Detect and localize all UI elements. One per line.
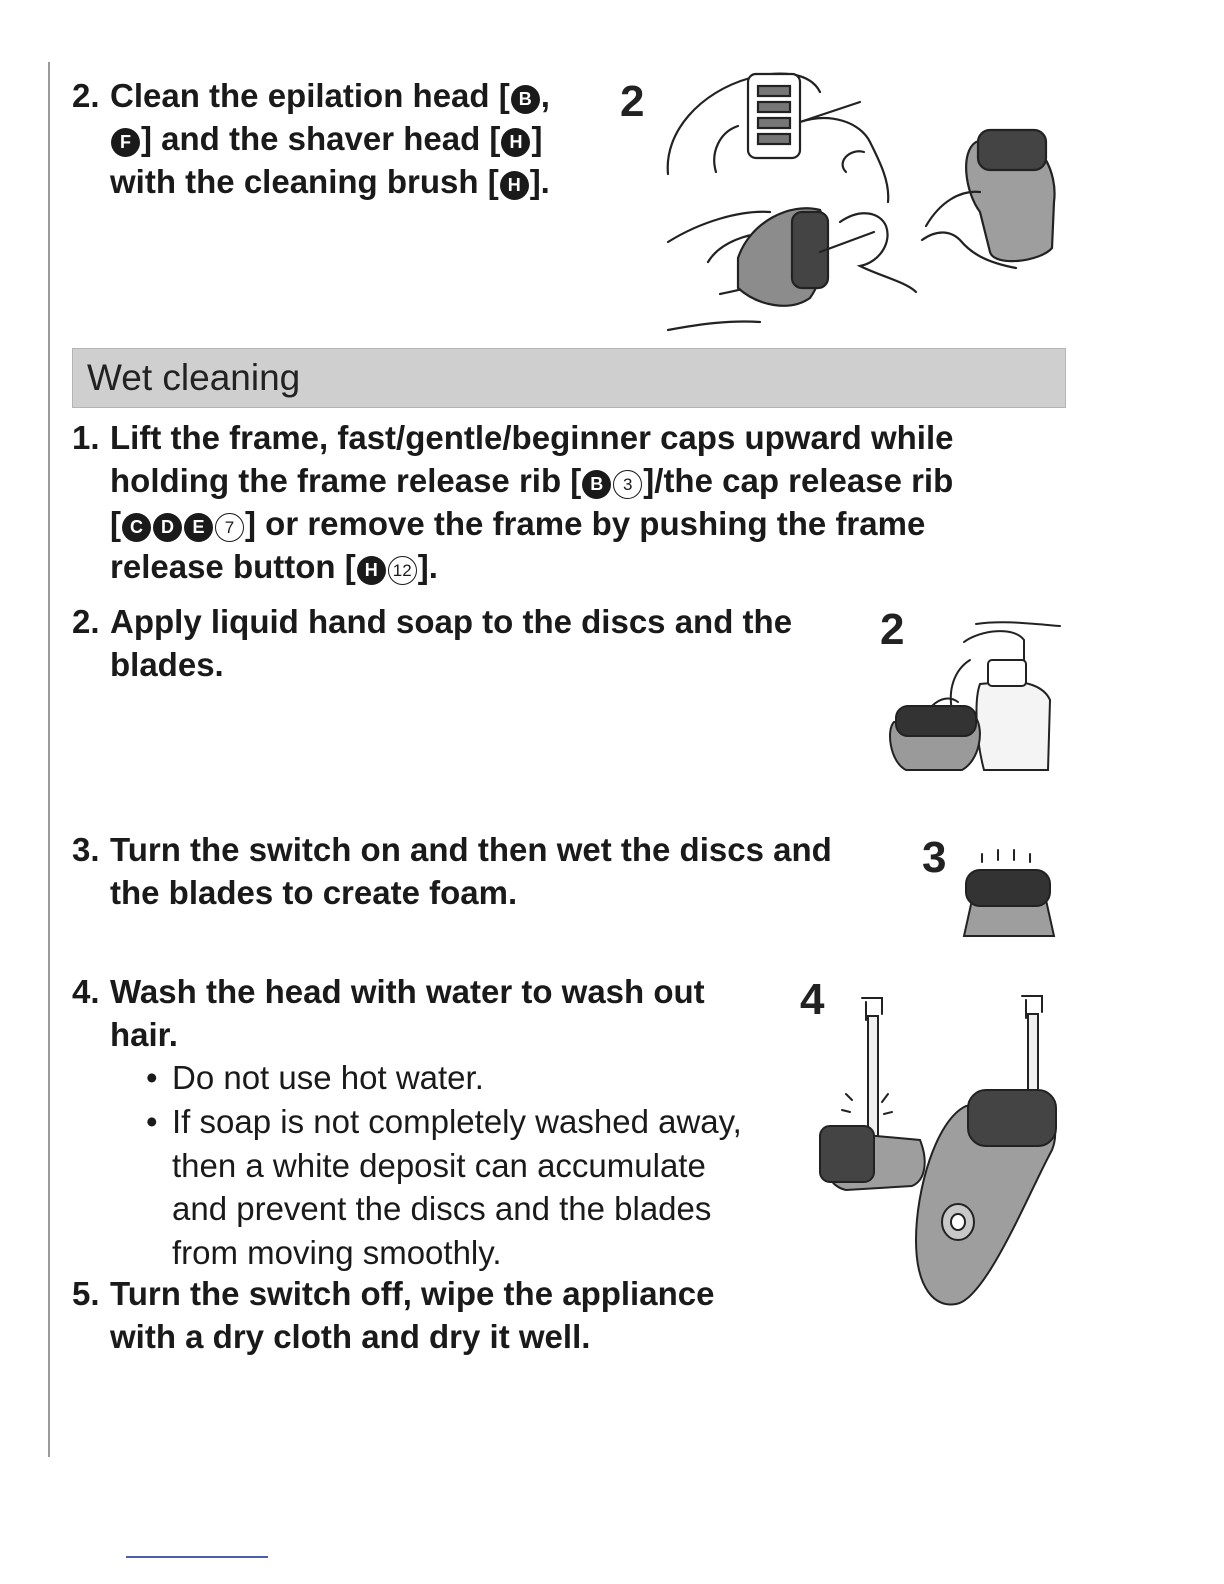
figure-number-2: 2 xyxy=(880,605,905,654)
part-h-badge-2: H xyxy=(500,171,529,200)
step-line-1: Wash the head with water to wash out xyxy=(110,973,705,1010)
step-line-3: [ C D E 7 ] or remove the frame by pushing the frame xyxy=(110,505,926,542)
bullet-text xyxy=(172,1056,484,1100)
step-number: 2. xyxy=(72,603,100,640)
step-line-4: release button [ H 12 ]. xyxy=(110,548,438,585)
wet-step-5 xyxy=(72,1272,792,1362)
step-number: 3. xyxy=(72,831,100,868)
step-line-1: Lift the frame, fast/gentle/beginner caps upward while xyxy=(110,419,954,456)
step-line-1: Turn the switch off, wipe the appliance xyxy=(110,1275,715,1312)
part-h-badge: H xyxy=(501,128,530,157)
bullet-line: Do not use hot water. xyxy=(172,1059,484,1096)
step-line-1: Clean the epilation head [ B , xyxy=(110,77,550,114)
bullet-line: If soap is not completely washed away, xyxy=(172,1103,742,1140)
wet-cleaning-section-header xyxy=(72,348,1066,408)
figure-number-3: 3 xyxy=(922,833,947,882)
bullet-line: then a white deposit can accumulate xyxy=(172,1146,706,1184)
bullet-text xyxy=(172,1100,742,1274)
figure-number-top: 2 xyxy=(620,77,645,126)
figure-number-4: 4 xyxy=(800,975,825,1024)
step-text xyxy=(110,416,1030,588)
bullet-mark: • xyxy=(146,1103,158,1140)
left-margin-rule xyxy=(48,62,50,1457)
part-c-badge: C xyxy=(122,513,151,542)
step-line-2: blades. xyxy=(110,646,224,683)
step-text xyxy=(110,1272,800,1358)
step-line-2: F ] and the shaver head [ H ] xyxy=(110,117,600,160)
step-number: 1. xyxy=(72,419,100,456)
step-text xyxy=(110,970,800,1056)
step-number: 2. xyxy=(72,77,100,114)
bullet-item xyxy=(146,1100,786,1276)
wet-head-illustration xyxy=(954,840,1062,948)
clean-brush-step xyxy=(72,74,592,206)
soap-application-illustration xyxy=(884,620,1064,778)
rinse-under-water-illustration xyxy=(816,990,1066,1316)
section-title: Wet cleaning xyxy=(87,357,301,398)
part-b-badge: B xyxy=(511,85,540,114)
part-d-badge: D xyxy=(153,513,182,542)
step-number: 5. xyxy=(72,1275,100,1312)
wet-step-2 xyxy=(72,600,862,690)
step-text xyxy=(110,828,910,914)
part-e-badge: E xyxy=(184,513,213,542)
wet-step-3 xyxy=(72,828,902,918)
bullet-line: and prevent the discs and the blades xyxy=(172,1190,712,1227)
step-number: 4. xyxy=(72,973,100,1010)
step-line-2: holding the frame release rib [ B 3 ]/the cap release rib xyxy=(110,462,954,499)
brush-cleaning-illustration xyxy=(660,62,1062,338)
step-line-2: with a dry cloth and dry it well. xyxy=(110,1318,591,1355)
bullet-mark: • xyxy=(146,1059,158,1096)
step-line-1: Turn the switch on and then wet the discs and xyxy=(110,831,832,868)
step-text xyxy=(110,600,870,686)
wet-step-1 xyxy=(72,416,1032,592)
step-line-3: with the cleaning brush [ H ]. xyxy=(110,163,550,200)
part-f-badge: F xyxy=(111,128,140,157)
bullet-line: from moving smoothly. xyxy=(172,1233,502,1271)
bullet-item xyxy=(146,1056,786,1100)
bottom-link-rule xyxy=(126,1556,268,1558)
ref-12-badge: 12 xyxy=(388,556,417,585)
part-b-badge: B xyxy=(582,470,611,499)
part-h-badge: H xyxy=(357,556,386,585)
step-line-1: Apply liquid hand soap to the discs and the xyxy=(110,603,793,640)
ref-3-badge: 3 xyxy=(613,470,642,499)
step-line-2: hair. xyxy=(110,1016,178,1053)
wet-step-4 xyxy=(72,970,792,1060)
step-text xyxy=(110,74,600,203)
step-line-2: the blades to create foam. xyxy=(110,874,518,911)
ref-7-badge: 7 xyxy=(215,513,244,542)
